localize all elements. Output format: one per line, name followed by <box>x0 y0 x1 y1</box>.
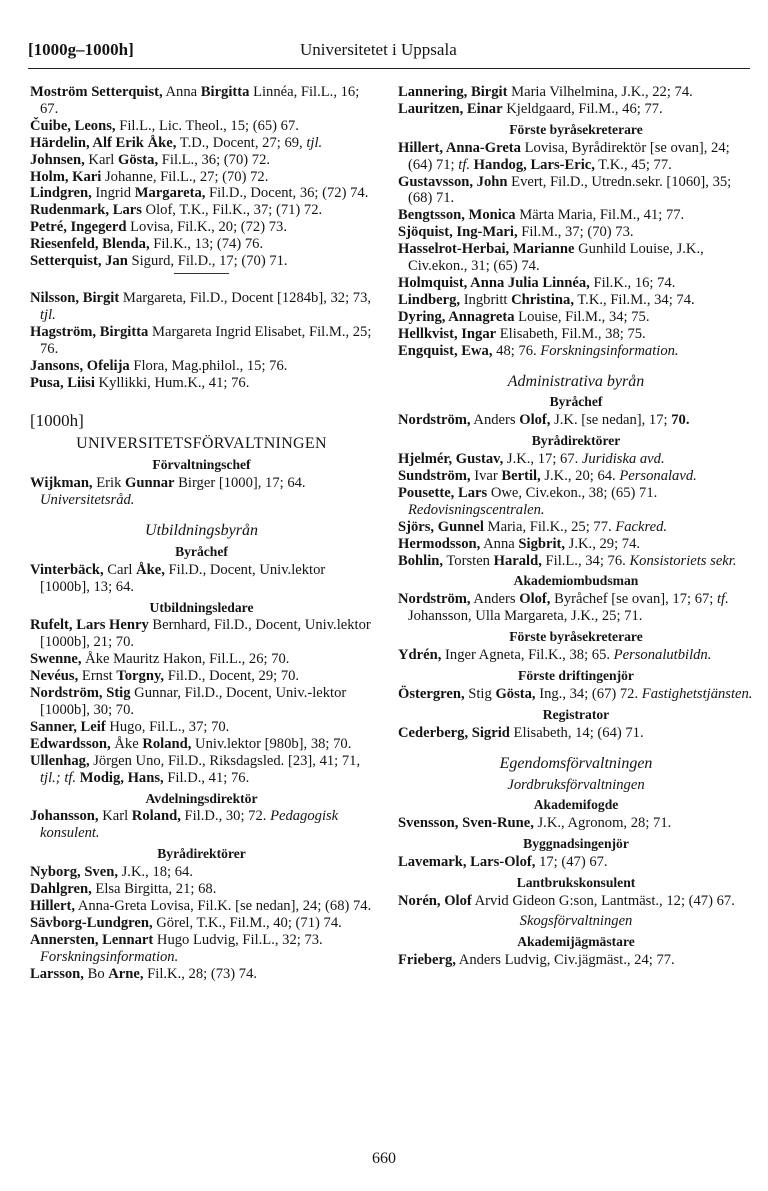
person-name: Gustavsson, John <box>398 173 508 190</box>
person-name: Modig, Hans, <box>76 769 164 786</box>
department-heading: Utbildningsbyrån <box>145 521 258 539</box>
directory-entry <box>30 253 373 270</box>
entry-details: Hugo Ludvig, Fil.L., 32; 73. <box>153 931 323 948</box>
directory-entry <box>398 101 754 118</box>
entry-details: Gunhild Louise, J.K., Civ.ekon., 31; (65) 74. <box>408 241 704 275</box>
person-name: Engquist, Ewa, <box>398 342 493 359</box>
entry-note: Fackred. <box>615 518 668 535</box>
entry-details: J.K., 29; 74. <box>565 535 641 552</box>
entry-note: Juridiska avd. <box>581 451 665 468</box>
directory-entry <box>398 553 754 570</box>
person-name: Swenne, <box>30 651 82 668</box>
person-name: Dahlgren, <box>30 881 92 898</box>
entry-note: Forskningsinformation. <box>540 342 679 359</box>
person-name: Hellkvist, Ingar <box>398 325 497 342</box>
person-name: Gunnar <box>125 475 175 492</box>
entry-details: Fil.L., 34; 76. <box>541 552 630 569</box>
entry-note: Personalutbildn. <box>613 647 712 664</box>
entry-note: Universitetsråd. <box>40 492 135 509</box>
directory-entry <box>398 292 754 309</box>
entry-list <box>30 808 373 842</box>
directory-entry <box>398 326 754 343</box>
entry-details: Sigurd, Fil.D., 17; (70) 71. <box>127 253 288 270</box>
entry-details: Carl <box>103 561 137 578</box>
entry-list <box>30 290 373 391</box>
person-name: Sjöquist, Ing-Mari, <box>398 224 518 241</box>
entry-details: Märta Maria, Fil.M., 41; 77. <box>515 207 685 224</box>
entry-details: Erik <box>92 475 126 492</box>
person-name: Dyring, Annagreta <box>398 308 515 325</box>
entry-details: Fil.L., Lic. Theol., 15; (65) 67. <box>115 117 299 134</box>
person-name: Čuibe, Leons, <box>30 117 116 134</box>
person-name: Lindgren, <box>30 185 92 202</box>
entry-list <box>398 591 754 625</box>
person-name: Nordström, <box>398 412 471 429</box>
entry-details: J.K., 17; 67. <box>503 451 582 468</box>
directory-entry <box>398 893 754 910</box>
directory-entry <box>30 375 373 392</box>
person-name: Lannering, Birgit <box>398 84 508 100</box>
person-name: Gösta, <box>495 685 536 702</box>
entry-list <box>30 562 373 596</box>
entry-details: Johansson, Ulla Margareta, J.K., 25; 71. <box>408 608 643 625</box>
entry-details: Evert, Fil.D., Utredn.sekr. [1060], 35; (68) 71. <box>408 173 732 207</box>
directory-entry <box>30 915 373 932</box>
entry-list <box>398 893 754 910</box>
person-name: Åke, <box>136 561 165 578</box>
entry-list <box>30 617 373 786</box>
entry-details: 17; (47) 67. <box>535 854 608 871</box>
person-name: Larsson, <box>30 965 84 982</box>
directory-entry <box>398 343 754 360</box>
directory-entry <box>398 485 754 519</box>
person-name: Lauritzen, Einar <box>398 100 503 117</box>
entry-note: Konsistoriets sekr. <box>629 552 737 569</box>
entry-details: 48; 76. <box>492 342 541 359</box>
person-name: Rufelt, Lars Henry <box>30 617 149 634</box>
directory-entry <box>398 275 754 292</box>
entry-details: Fil.K., 16; 74. <box>589 274 676 291</box>
person-name: Hermodsson, <box>398 535 481 552</box>
person-name: Johansson, <box>30 808 99 825</box>
entry-list <box>398 451 754 569</box>
entry-details: Fil.M., 37; (70) 73. <box>517 224 634 241</box>
entry-details: Bo <box>83 965 109 982</box>
person-name: Ullenhag, <box>30 752 90 769</box>
entry-details: Fil.K., 13; (74) 76. <box>149 236 264 253</box>
person-name: Sigbrit, <box>518 535 566 552</box>
person-name: 70. <box>671 412 690 429</box>
entry-note: Pedagogisk konsulent. <box>40 808 339 842</box>
entry-details: Åke <box>110 735 143 752</box>
entry-details: Ing., 34; (67) 72. <box>535 685 642 702</box>
entry-details: Kyllikki, Hum.K., 41; 76. <box>94 374 250 391</box>
person-name: Ydrén, <box>398 647 442 664</box>
subdepartment-heading: Skogsförvaltningen <box>519 912 633 929</box>
page-range: [1000g–1000h] <box>28 40 134 59</box>
entry-details: T.K., Fil.M., 34; 74. <box>573 291 695 308</box>
directory-entry <box>398 536 754 553</box>
role-heading: Byråchef <box>175 543 228 559</box>
role-heading: Byggnadsingenjör <box>523 836 629 852</box>
person-name: Edwardsson, <box>30 735 111 752</box>
role-heading: Avdelningsdirektör <box>145 790 258 806</box>
person-name: Annersten, Lennart <box>30 931 154 948</box>
entry-details: Maria, Fil.K., 25; 77. <box>483 518 616 535</box>
person-name: Arne, <box>108 965 144 982</box>
entry-details: Louise, Fil.M., 34; 75. <box>514 308 650 325</box>
person-name: Setterquist, Jan <box>30 253 128 270</box>
page-title: Universitetet i Uppsala <box>300 40 457 59</box>
directory-entry <box>398 174 754 208</box>
entry-list <box>398 412 754 429</box>
directory-entry <box>30 808 373 842</box>
person-name: Olof, <box>519 591 551 608</box>
entry-details: J.K., Agronom, 28; 71. <box>533 815 672 832</box>
person-name: Sundström, <box>398 468 471 485</box>
entry-details: Lovisa, Byrådirektör [se ovan], 24; (64) 71; <box>408 139 730 173</box>
directory-entry <box>30 736 373 753</box>
directory-entry <box>398 84 754 101</box>
entry-details: Elisabeth, Fil.M., 38; 75. <box>496 325 646 342</box>
entry-details: Karl <box>98 808 132 825</box>
entry-details: Stig <box>464 685 496 702</box>
directory-entry <box>398 591 754 625</box>
entry-details: Anna <box>162 84 201 100</box>
directory-entry <box>398 412 754 429</box>
left-column <box>30 84 373 983</box>
entry-details: Bernhard, Fil.D., Docent, Univ.lektor [1000b], 21; 70. <box>40 617 371 651</box>
directory-entry <box>30 358 373 375</box>
entry-note: tf. <box>717 591 729 608</box>
entry-details: Margareta Ingrid Elisabet, Fil.M., 25; 76. <box>40 323 372 357</box>
person-name: Harald, <box>493 552 542 569</box>
entry-details: Anna-Greta Lovisa, Fil.K. [se nedan], 24; (68) 74. <box>74 897 372 914</box>
entry-list <box>398 647 754 664</box>
person-name: Riesenfeld, Blenda, <box>30 236 150 253</box>
entry-details: Anders <box>470 591 520 608</box>
section-id: [1000h] <box>30 411 84 431</box>
entry-details: Ernst <box>78 668 117 685</box>
entry-details: Gunnar, Fil.D., Docent, Univ.-lektor [1000b], 30; 70. <box>40 685 347 718</box>
person-name: Moström Setterquist, <box>30 84 163 100</box>
directory-entry <box>398 451 754 468</box>
person-name: Roland, <box>142 735 192 752</box>
person-name: Lavemark, Lars-Olof, <box>398 854 536 871</box>
entry-details: Ingbritt <box>460 291 512 308</box>
directory-entry <box>398 519 754 536</box>
entry-details: Fil.L., 36; (70) 72. <box>158 151 271 168</box>
entry-details: Johanne, Fil.L., 27; (70) 72. <box>101 168 269 185</box>
department-heading: Administrativa byrån <box>507 372 645 390</box>
entry-details: Byråchef [se ovan], 17; 67; <box>550 591 717 608</box>
entry-details: J.K., 18; 64. <box>117 864 193 881</box>
entry-note: tjl. <box>306 134 323 151</box>
directory-entry <box>398 309 754 326</box>
entry-details: J.K., 20; 64. <box>540 468 620 485</box>
person-name: Johnsen, <box>30 151 85 168</box>
role-heading: Förste driftingenjör <box>518 668 634 683</box>
person-name: Sjörs, Gunnel <box>398 518 484 535</box>
directory-entry <box>30 932 373 966</box>
person-name: Hagström, Birgitta <box>30 323 149 340</box>
person-name: Cederberg, Sigrid <box>398 724 510 741</box>
person-name: Hasselrot-Herbai, Marianne <box>398 241 575 258</box>
directory-entry <box>398 207 754 224</box>
person-name: Nilsson, Birgit <box>30 289 120 306</box>
role-heading: Förvaltningschef <box>152 457 251 473</box>
entry-details: Fil.D., Docent, Univ.lektor [1000b], 13; 64. <box>40 561 326 595</box>
person-name: Wijkman, <box>30 475 93 492</box>
entry-details: Anders <box>470 412 520 429</box>
directory-entry <box>398 241 754 275</box>
person-name: Pousette, Lars <box>398 484 488 501</box>
directory-entry <box>398 854 754 871</box>
entry-details: T.D., Docent, 27; 69, <box>176 134 307 151</box>
entry-details: Fil.D., 41; 76. <box>163 769 250 786</box>
person-name: Margareta, <box>134 185 206 202</box>
directory-entry <box>30 236 373 253</box>
person-name: Hillert, <box>30 897 75 914</box>
person-name: Härdelin, Alf Erik Åke, <box>30 134 177 151</box>
directory-entry <box>30 118 373 135</box>
directory-entry <box>398 952 754 969</box>
directory-entry <box>398 468 754 485</box>
directory-entry <box>30 617 373 651</box>
person-name: Rudenmark, Lars <box>30 202 142 219</box>
entry-details: Arvid Gideon G:son, Lantmäst., 12; (47) 67. <box>471 892 735 909</box>
directory-entry <box>30 651 373 668</box>
entry-details: Jörgen Uno, Fil.D., Riksdagsled. [23], 41; 71, <box>89 752 361 769</box>
entry-list <box>398 686 754 703</box>
role-heading: Förste byråsekreterare <box>509 121 643 137</box>
directory-entry <box>398 647 754 664</box>
entry-note: Fastighetstjänsten. <box>641 685 753 702</box>
entry-note: tjl. <box>40 306 56 323</box>
entry-details: Görel, T.K., Fil.M., 40; (71) 74. <box>152 914 342 931</box>
directory-entry <box>398 725 754 742</box>
entry-details: Åke Mauritz Hakon, Fil.L., 26; 70. <box>81 651 290 668</box>
entry-details: Ingrid <box>91 185 135 202</box>
entry-details: Elsa Birgitta, 21; 68. <box>91 881 217 898</box>
header-rule <box>28 68 750 69</box>
person-name: Frieberg, <box>398 951 456 968</box>
right-column <box>398 84 754 969</box>
role-heading: Utbildningsledare <box>149 599 254 615</box>
directory-entry <box>398 140 754 174</box>
role-heading: Akademijägmästare <box>517 933 635 949</box>
entry-details: Anders Ludvig, Civ.jägmäst., 24; 77. <box>455 951 675 968</box>
person-name: Nordström, <box>398 591 471 608</box>
directory-entry <box>30 966 373 983</box>
directory-entry <box>30 719 373 736</box>
directory-entry <box>398 686 754 703</box>
entry-details: Fil.K., 28; (73) 74. <box>143 965 258 982</box>
person-name: Birgitta <box>200 84 250 100</box>
department-heading: Egendomsförvaltningen <box>499 754 653 772</box>
entry-details: Fil.D., Docent, 29; 70. <box>164 668 300 685</box>
person-name: Torgny, <box>116 668 165 685</box>
entry-details: Lovisa, Fil.K., 20; (72) 73. <box>126 219 287 236</box>
person-name: Bertil, <box>501 468 541 485</box>
person-name: Bengtsson, Monica <box>398 207 516 224</box>
entry-details: Owe, Civ.ekon., 38; (65) 71. <box>487 484 658 501</box>
person-name: Nordström, Stig <box>30 685 131 702</box>
directory-entry <box>398 224 754 241</box>
person-name: Svensson, Sven-Rune, <box>398 815 534 832</box>
page-number: 660 <box>372 1150 396 1167</box>
role-heading: Akademiombudsman <box>513 573 639 589</box>
person-name: Vinterbäck, <box>30 561 104 578</box>
entry-details: Maria Vilhelmina, J.K., 22; 74. <box>507 84 693 100</box>
entry-details: T.K., 45; 77. <box>594 156 672 173</box>
separator-rule <box>174 273 229 274</box>
person-name: Handog, Lars-Eric, <box>470 156 595 173</box>
person-name: Holmquist, Anna Julia Linnéa, <box>398 274 590 291</box>
person-name: Holm, Kari <box>30 168 102 185</box>
entry-details: Birger [1000], 17; 64. <box>174 475 306 492</box>
person-name: Jansons, Ofelija <box>30 357 130 374</box>
directory-entry <box>30 290 373 324</box>
entry-details: Inger Agneta, Fil.K., 38; 65. <box>441 647 614 664</box>
person-name: Roland, <box>131 808 181 825</box>
role-heading: Byrådirektörer <box>531 433 621 449</box>
section-title: UNIVERSITETSFÖRVALTNINGEN <box>76 435 327 453</box>
person-name: Olof, <box>519 412 551 429</box>
directory-entry <box>30 475 373 509</box>
entry-note: tjl.; tf. <box>40 769 77 786</box>
person-name: Gösta, <box>117 151 159 168</box>
role-heading: Byråchef <box>549 394 603 410</box>
entry-details: Fil.D., Docent, 36; (72) 74. <box>205 185 369 202</box>
entry-list <box>398 725 754 742</box>
directory-entry <box>30 152 373 169</box>
person-name: Nevéus, <box>30 668 79 685</box>
entry-details: Ivar <box>470 468 502 485</box>
directory-entry <box>30 135 373 152</box>
entry-note: tf. <box>458 156 471 173</box>
directory-entry <box>30 898 373 915</box>
directory-entry <box>30 169 373 186</box>
directory-entry <box>30 864 373 881</box>
role-heading: Byrådirektörer <box>157 846 246 862</box>
entry-details: Kjeldgaard, Fil.M., 46; 77. <box>502 100 663 117</box>
subdepartment-heading: Jordbruksförvaltningen <box>507 776 645 793</box>
directory-entry <box>30 562 373 596</box>
directory-entry <box>398 815 754 832</box>
entry-list <box>30 475 373 509</box>
entry-list <box>30 84 373 270</box>
entry-list <box>398 815 754 832</box>
person-name: Christina, <box>511 291 574 308</box>
person-name: Lindberg, <box>398 291 461 308</box>
person-name: Hillert, Anna-Greta <box>398 139 521 156</box>
entry-list <box>398 140 754 360</box>
role-heading: Registrator <box>542 706 610 722</box>
entry-list <box>398 952 754 969</box>
person-name: Östergren, <box>398 685 465 702</box>
person-name: Pusa, Liisi <box>30 374 95 391</box>
directory-entry <box>30 219 373 236</box>
person-name: Sanner, Leif <box>30 718 106 735</box>
entry-details: Flora, Mag.philol., 15; 76. <box>129 357 288 374</box>
directory-entry <box>30 753 373 787</box>
entry-details: Torsten <box>443 552 494 569</box>
entry-details: Anna <box>480 535 519 552</box>
person-name: Nyborg, Sven, <box>30 864 118 881</box>
person-name: Norén, Olof <box>398 892 472 909</box>
entry-note: Personalavd. <box>619 468 697 485</box>
person-name: Sävborg-Lundgren, <box>30 914 153 931</box>
person-name: Bohlin, <box>398 552 444 569</box>
entry-details: Hugo, Fil.L., 37; 70. <box>105 718 230 735</box>
entry-details: Linnéa, Fil.L., 16; 67. <box>40 84 360 117</box>
directory-entry <box>30 202 373 219</box>
person-name: Hjelmér, Gustav, <box>398 451 504 468</box>
entry-details: Fil.D., 30; 72. <box>180 808 271 825</box>
entry-note: Forskningsinformation. <box>40 948 179 965</box>
entry-details: J.K. [se nedan], 17; <box>550 412 672 429</box>
directory-entry <box>30 685 373 719</box>
entry-list <box>398 84 754 118</box>
entry-details: Elisabeth, 14; (64) 71. <box>509 724 644 741</box>
role-heading: Akademifogde <box>533 797 619 813</box>
directory-entry <box>30 84 373 118</box>
directory-entry <box>30 668 373 685</box>
entry-list <box>30 864 373 982</box>
entry-details: Margareta, Fil.D., Docent [1284b], 32; 73, <box>119 289 372 306</box>
role-heading: Lantbrukskonsulent <box>516 875 636 891</box>
directory-entry <box>30 324 373 358</box>
directory-entry <box>30 881 373 898</box>
entry-details: Univ.lektor [980b], 38; 70. <box>191 735 352 752</box>
person-name: Petré, Ingegerd <box>30 219 127 236</box>
entry-list <box>398 854 754 871</box>
entry-details: Olof, T.K., Fil.K., 37; (71) 72. <box>141 202 323 219</box>
entry-note: Redovisningscentralen. <box>408 501 545 518</box>
role-heading: Förste byråsekreterare <box>509 629 643 645</box>
entry-details: Karl <box>84 151 118 168</box>
directory-entry <box>30 185 373 202</box>
